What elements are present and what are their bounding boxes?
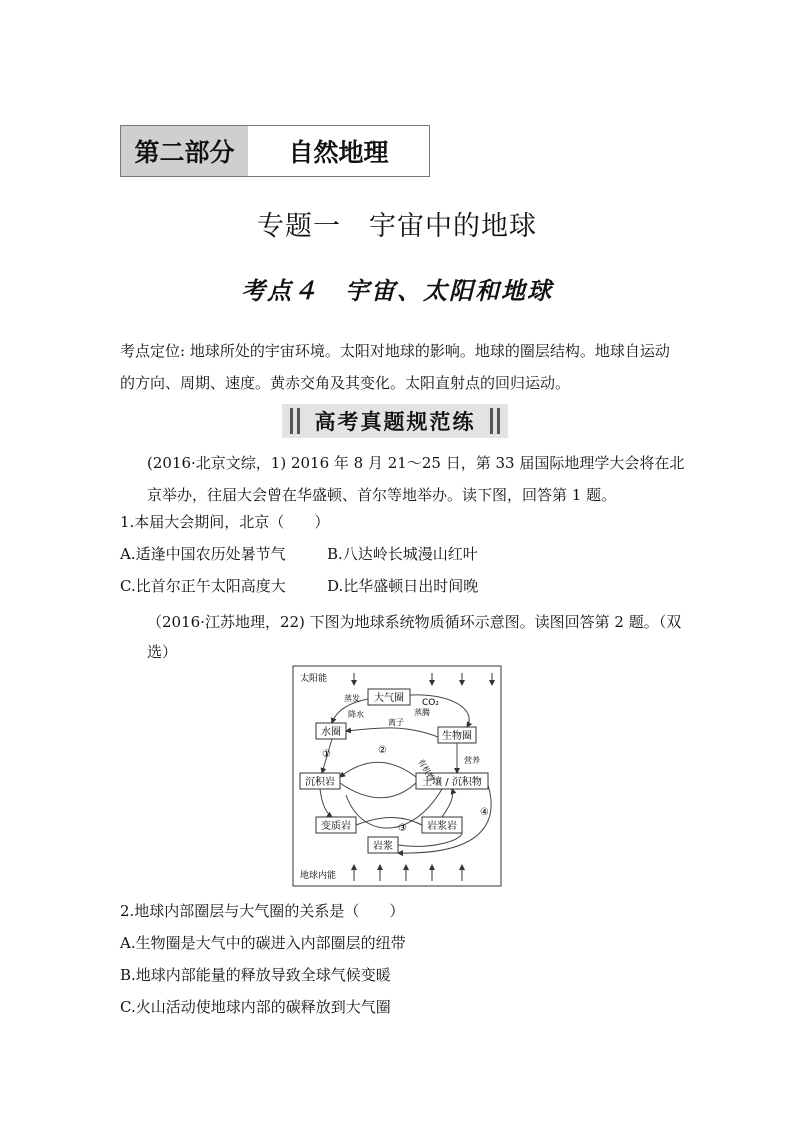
internal-energy-arrows: [354, 865, 462, 881]
transpiration-label: 蒸腾: [414, 708, 430, 717]
marker-4: ④: [480, 807, 489, 818]
atmosphere-label: 大气圈: [374, 693, 404, 704]
question2-option-c[interactable]: C.火山活动使地球内部的碳释放到大气圈: [120, 998, 391, 1016]
banner-title: 高考真题规范练: [314, 410, 476, 434]
question1-option-a[interactable]: A.适逢中国农历处暑节气: [120, 545, 286, 563]
solar-arrows: [354, 673, 492, 685]
solar-energy-label: 太阳能: [300, 674, 328, 684]
soil-label: 土壤 / 沉积物: [422, 777, 482, 788]
biosphere-label: 生物圈: [442, 731, 472, 742]
point-title: 考点４ 宇宙、太阳和地球: [241, 276, 553, 305]
earth-internal-energy-label: 地球内能: [300, 871, 337, 881]
question2-stem: 2.地球内部圈层与大气圈的关系是（ ）: [120, 902, 405, 920]
marker-1: ①: [322, 749, 331, 760]
banner-right-bars: [488, 408, 502, 434]
question2-option-a[interactable]: A.生物圈是大气中的碳进入内部圈层的纽带: [120, 934, 406, 952]
question1-stem: 1.本届大会期间，北京（ ）: [120, 513, 330, 531]
banner-left-bars: [288, 408, 302, 434]
question1-option-b[interactable]: B.八达岭长城漫山红叶: [327, 545, 478, 563]
sediment-rock-label: 沉积岩: [305, 777, 335, 788]
metamorphic-label: 变质岩: [321, 821, 351, 832]
part-label: 第二部分: [121, 126, 248, 176]
location-paragraph: 考点定位: 地球所处的宇宙环境。太阳对地球的影响。地球的圈层结构。地球自运动的方向、周期、速度。黄赤交角及其变化。太阳直射点的回归运动。: [120, 342, 670, 392]
material-cycle-diagram: [292, 665, 502, 887]
question1-option-d[interactable]: D.比华盛顿日出时间晚: [327, 577, 479, 595]
question1-option-c[interactable]: C.比首尔正午太阳高度大: [120, 577, 286, 595]
igneous-label: 岩浆岩: [427, 821, 457, 832]
marker-2: ②: [378, 745, 387, 756]
nutrients-label: 营养: [464, 756, 480, 765]
magma-label: 岩浆: [373, 841, 393, 852]
co2-label: CO₂: [422, 698, 439, 708]
question2-intro: （2016·江苏地理，22) 下图为地球系统物质循环示意图。读图回答第 2 题。（双选）: [147, 613, 682, 661]
ions-label: 离子: [388, 718, 404, 727]
organic-label: 有机物: [416, 757, 437, 783]
marker-3: ③: [398, 823, 407, 834]
question2-option-b[interactable]: B.地球内部能量的释放导致全球气候变暖: [120, 966, 391, 984]
precipitation-label: 降水: [348, 710, 364, 719]
part-header: [120, 125, 430, 177]
topic-title: 专题一 宇宙中的地球: [257, 211, 537, 242]
part-title: 自然地理: [288, 138, 389, 167]
evaporation-label: 蒸发: [344, 694, 360, 703]
section-banner: [282, 404, 508, 438]
hydrosphere-label: 水圈: [321, 727, 341, 738]
question1-intro: (2016·北京文综，1) 2016 年 8 月 21～25 日，第 33 届国际地理学大会将在北京举办，往届大会曾在华盛顿、首尔等地举办。读下图，回答第 1 题。: [147, 454, 685, 504]
